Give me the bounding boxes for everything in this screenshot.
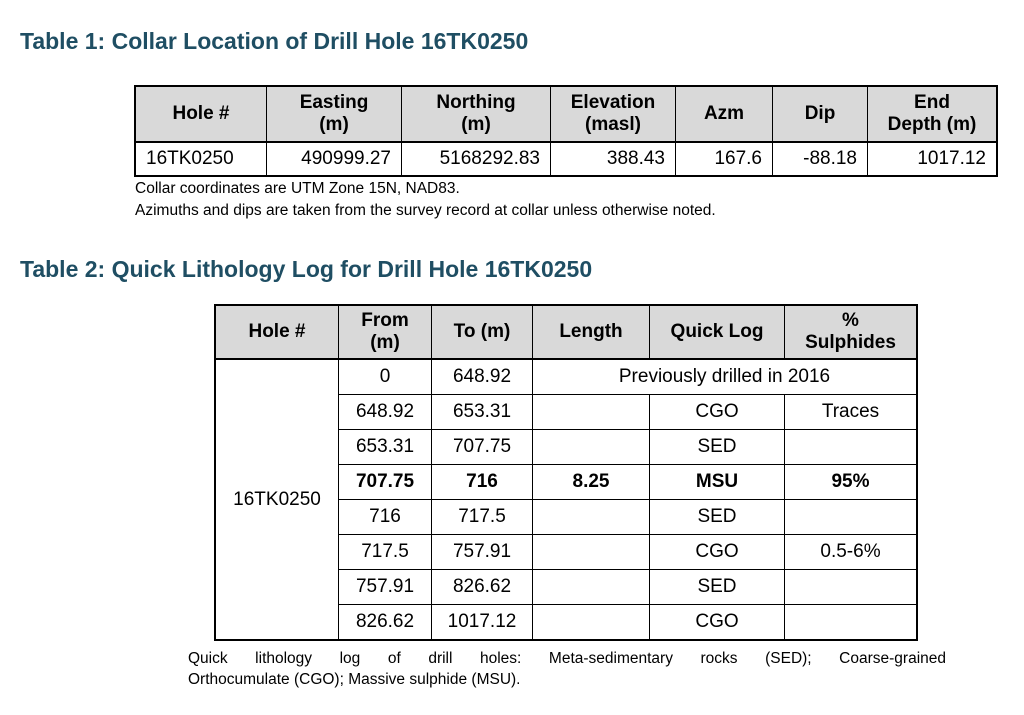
cell-quick-log: SED — [650, 570, 785, 605]
from-header-line2: (m) — [370, 332, 400, 353]
lithology-log-table — [214, 304, 918, 641]
cell-length — [533, 430, 650, 465]
cell-from: 707.75 — [339, 465, 432, 500]
cell-from: 0 — [339, 359, 432, 395]
cell-to: 707.75 — [432, 430, 533, 465]
cell-sulphides: Traces — [785, 395, 918, 430]
cell-to: 1017.12 — [432, 605, 533, 641]
cell-azm: 167.6 — [676, 142, 773, 176]
sulphides-header-line2: Sulphides — [805, 332, 896, 353]
column-header-hole: Hole # — [135, 86, 267, 142]
cell-northing: 5168292.83 — [402, 142, 551, 176]
cell-dip: -88.18 — [773, 142, 868, 176]
cell-quick-log: MSU — [650, 465, 785, 500]
table1-note-azimuths: Azimuths and dips are taken from the survey record at collar unless otherwise noted. — [135, 202, 716, 219]
cell-to: 757.91 — [432, 535, 533, 570]
column-header-elevation — [551, 86, 676, 142]
cell-previously-drilled: Previously drilled in 2016 — [533, 359, 918, 395]
cell-hole-merged: 16TK0250 — [215, 359, 339, 640]
table2-heading: Table 2: Quick Lithology Log for Drill Hole 16TK0250 — [20, 256, 593, 282]
cell-length — [533, 605, 650, 641]
column-header-hole: Hole # — [215, 305, 339, 359]
cell-to: 716 — [432, 465, 533, 500]
cell-hole: 16TK0250 — [135, 142, 267, 176]
northing-header-label: Northing (m) — [436, 92, 516, 135]
cell-length — [533, 535, 650, 570]
column-header-end-depth — [868, 86, 998, 142]
cell-quick-log: SED — [650, 500, 785, 535]
cell-quick-log: CGO — [650, 395, 785, 430]
column-header-dip: Dip — [773, 86, 868, 142]
elevation-header-label: Elevation (masl) — [570, 92, 656, 135]
end-depth-header-label: End Depth (m) — [887, 92, 977, 135]
cell-sulphides: 0.5-6% — [785, 535, 918, 570]
cell-sulphides: 95% — [785, 465, 918, 500]
collar-location-table — [134, 85, 998, 177]
cell-easting: 490999.27 — [267, 142, 402, 176]
cell-quick-log: SED — [650, 430, 785, 465]
cell-length — [533, 570, 650, 605]
column-header-sulphides — [785, 305, 918, 359]
table-row — [135, 142, 997, 176]
column-header-easting — [267, 86, 402, 142]
sulphides-header-line1: % — [842, 310, 859, 331]
column-header-azm: Azm — [676, 86, 773, 142]
table2-caption — [188, 648, 946, 690]
cell-to: 648.92 — [432, 359, 533, 395]
table1-note-coordinates: Collar coordinates are UTM Zone 15N, NAD83. — [135, 180, 460, 197]
cell-from: 826.62 — [339, 605, 432, 641]
cell-sulphides — [785, 430, 918, 465]
cell-from: 717.5 — [339, 535, 432, 570]
cell-end-depth: 1017.12 — [868, 142, 998, 176]
cell-length: 8.25 — [533, 465, 650, 500]
cell-from: 716 — [339, 500, 432, 535]
table-header-row — [215, 305, 917, 359]
cell-to: 653.31 — [432, 395, 533, 430]
easting-header-label: Easting (m) — [299, 92, 369, 135]
caption-line-1: Quick lithology log of drill holes: Meta-sedimentary rocks (SED); Coarse-grained — [188, 650, 946, 667]
cell-sulphides — [785, 500, 918, 535]
column-header-to: To (m) — [432, 305, 533, 359]
table-header-row — [135, 86, 997, 142]
cell-to: 717.5 — [432, 500, 533, 535]
cell-length — [533, 395, 650, 430]
table-row — [215, 359, 917, 395]
cell-quick-log: CGO — [650, 605, 785, 641]
caption-line-2: Orthocumulate (CGO); Massive sulphide (MSU). — [188, 671, 521, 688]
from-header-line1: From — [361, 310, 409, 331]
cell-from: 653.31 — [339, 430, 432, 465]
table1-notes — [135, 178, 716, 222]
cell-sulphides — [785, 605, 918, 641]
column-header-quick-log: Quick Log — [650, 305, 785, 359]
table1-heading: Table 1: Collar Location of Drill Hole 16TK0250 — [20, 28, 529, 54]
column-header-northing — [402, 86, 551, 142]
cell-from: 757.91 — [339, 570, 432, 605]
column-header-length: Length — [533, 305, 650, 359]
cell-elevation: 388.43 — [551, 142, 676, 176]
cell-from: 648.92 — [339, 395, 432, 430]
column-header-from — [339, 305, 432, 359]
cell-sulphides — [785, 570, 918, 605]
cell-quick-log: CGO — [650, 535, 785, 570]
cell-length — [533, 500, 650, 535]
cell-to: 826.62 — [432, 570, 533, 605]
